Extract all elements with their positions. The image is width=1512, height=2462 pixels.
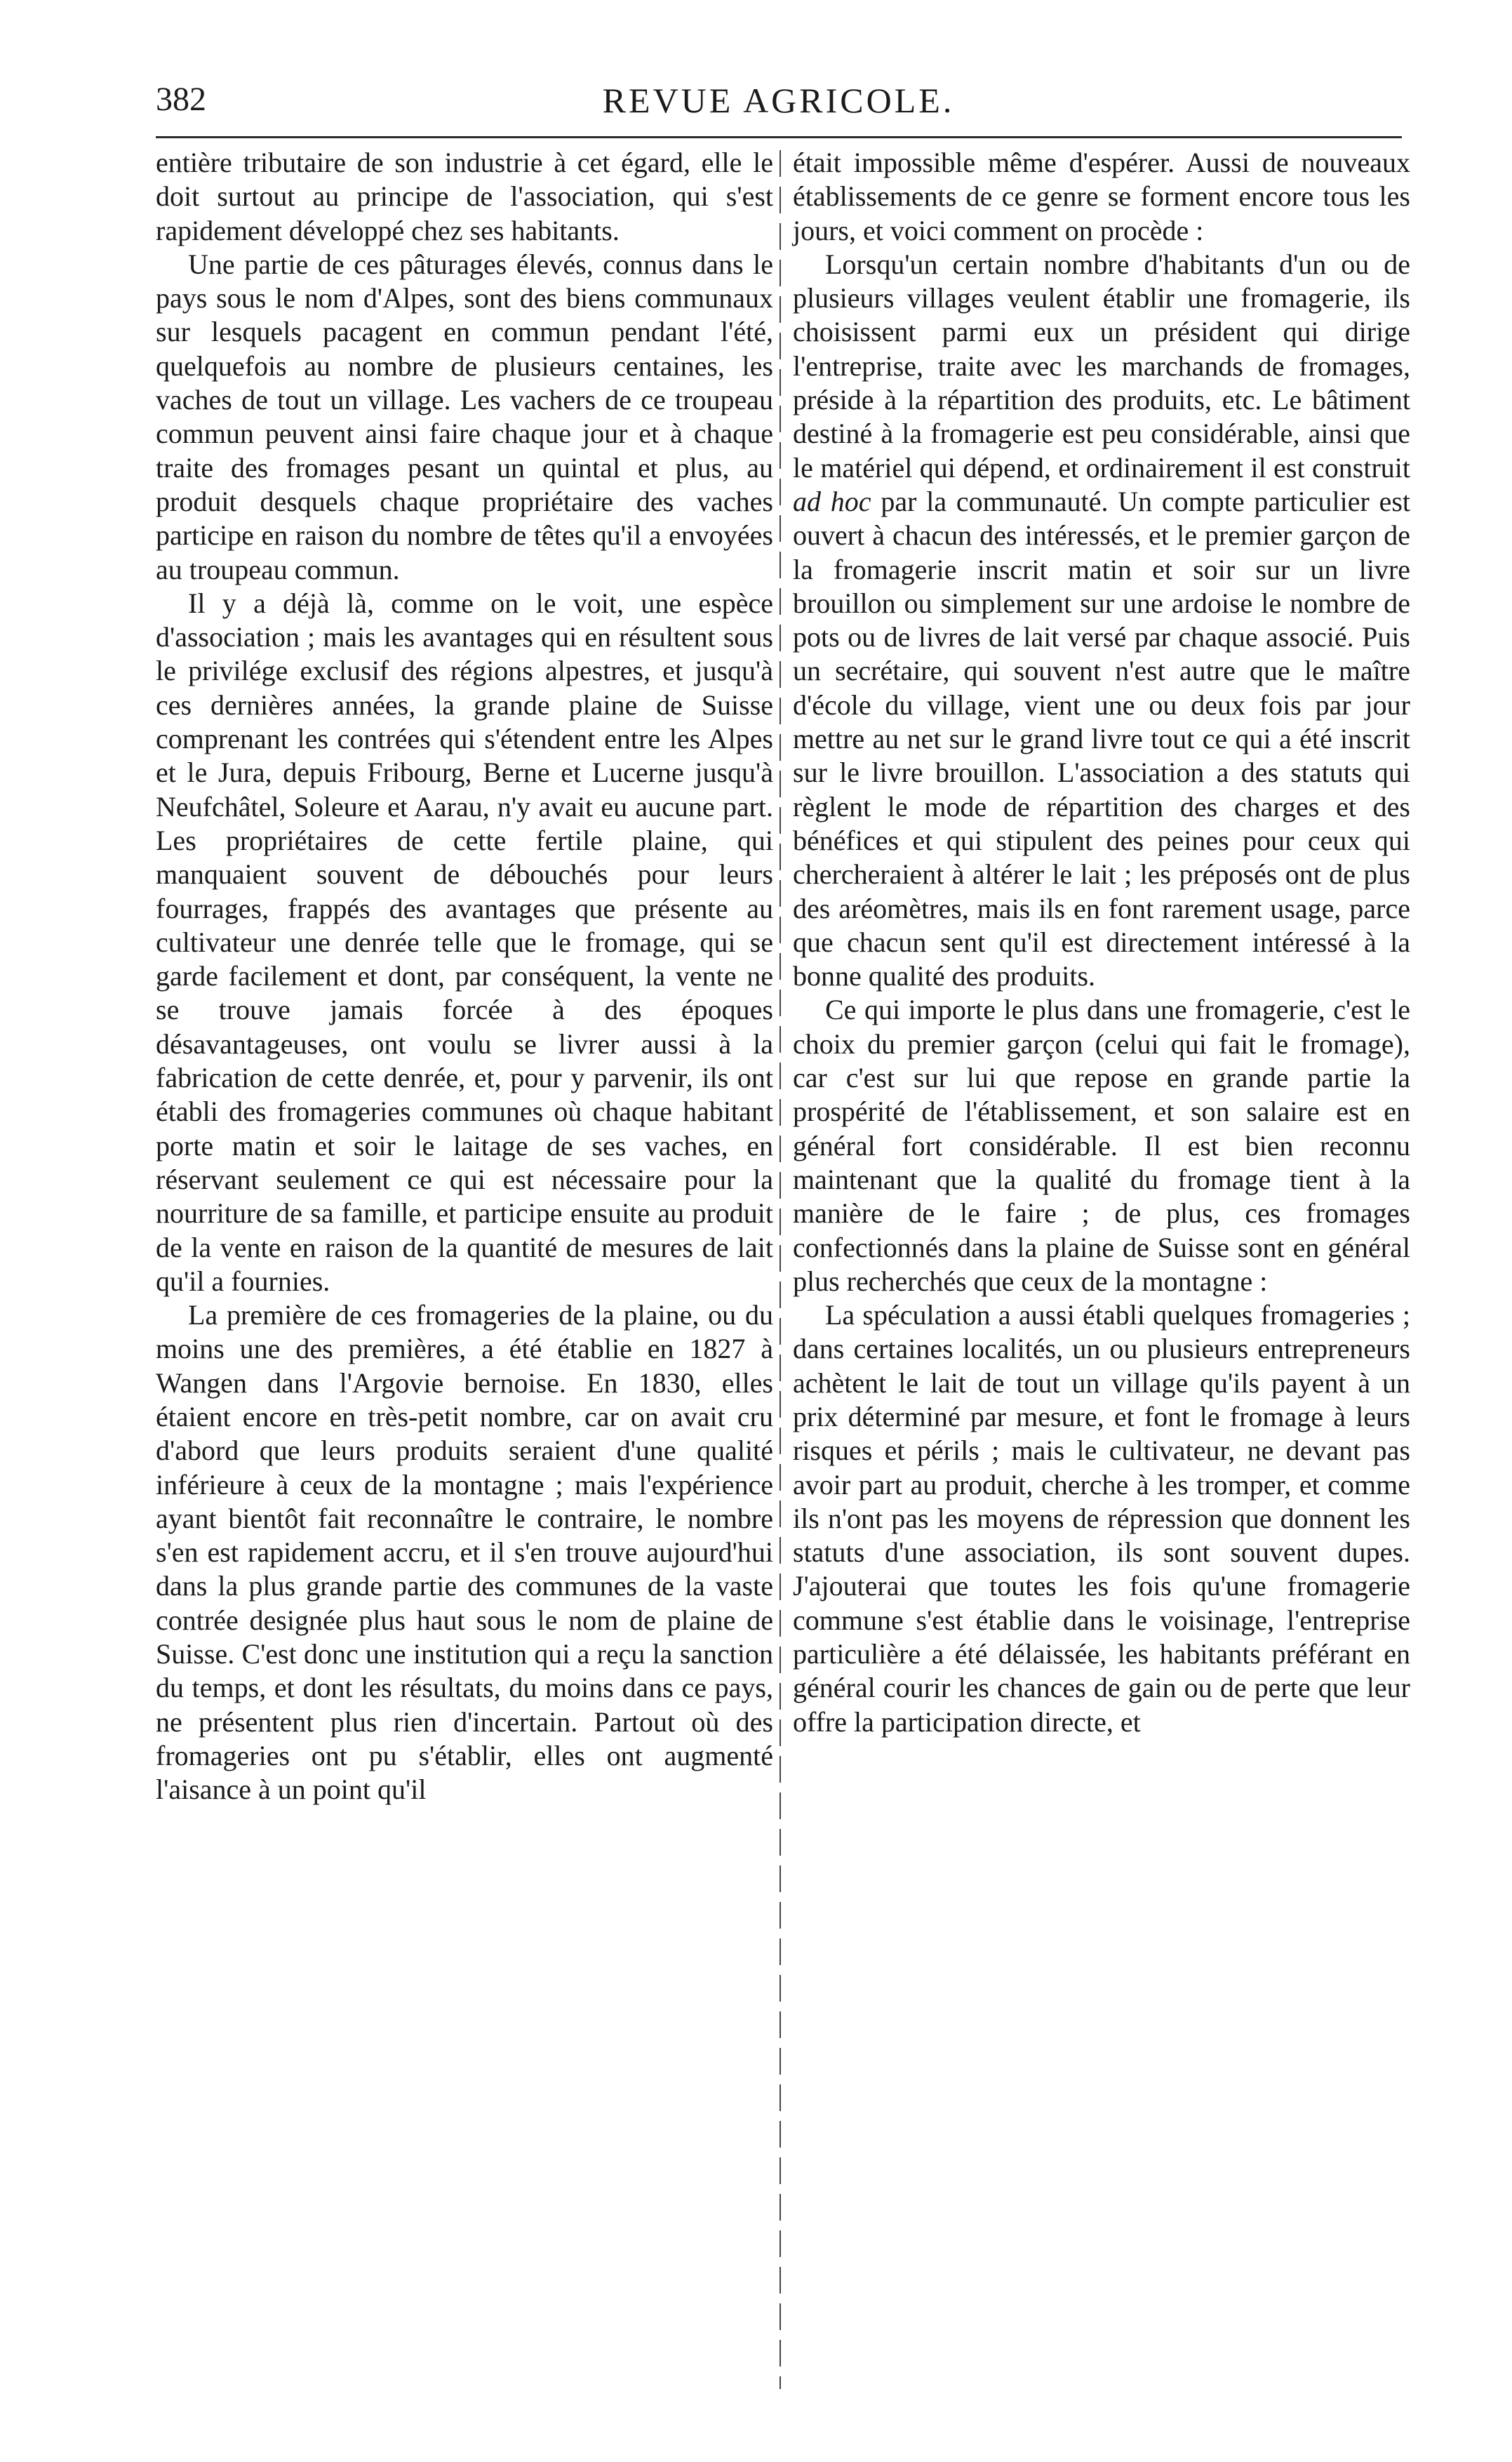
- paragraph-text: par la communauté. Un compte particulier est ouvert à chacun des intéressés, et le premier garçon de la fromagerie inscrit matin et soir sur un livre brouillon ou simplement sur une ardoise le nombre de pots ou de livres de lait versé par chaque associé. Puis un secrétaire, qui souvent n'est autre que le maître d'école du village, vient une ou deux fois par jour mettre au net sur le grand livre tout ce qui a été inscrit sur le livre brouillon. L'association a des statuts qui règlent le mode de répartition des charges et des bénéfices et qui stipulent des peines pour ceux qui chercheraient à altérer le lait ; les préposés ont de plus des aréomètres, mais ils en font rarement usage, parce que chacun sent qu'il est directement intéressé à la bonne qualité des produits.: [793, 485, 1411, 992]
- header-rule: [156, 136, 1402, 138]
- paragraph: Ce qui importe le plus dans une fromagerie, c'est le choix du premier garçon (celui qui fait le fromage), car c'est sur lui que repose en grande partie la prospérité de l'établissement, et son salaire est en général fort considérable. Il est bien reconnu maintenant que la qualité du fromage tient à la manière de le faire ; de plus, ces fromages confectionnés dans la plaine de Suisse sont en général plus recherchés que ceux de la montagne :: [793, 994, 1410, 1297]
- paragraph: La spéculation a aussi établi quelques fromageries ; dans certaines localités, un ou plusieurs entrepreneurs achètent le lait de tout un village qu'ils payent à un prix déterminé par mesure, et font le fromage à leurs risques et périls ; mais le cultivateur, ne devant pas avoir part au produit, cherche à les tromper, et comme ils n'ont pas les moyens de répression que donnent les statuts d'une association, ils sont souvent dupes. J'ajouterai que toutes les fois qu'une fromagerie commune s'est établie dans le voisinage, l'entreprise particulière a été délaissée, les habitants préférant en général courir les chances de gain ou de perte que leur offre la participation directe, et: [793, 1299, 1410, 1738]
- paragraph: Une partie de ces pâturages élevés, connus dans le pays sous le nom d'Alpes, sont des biens communaux sur lesquels pacagent en commun pendant l'été, quelquefois au nombre de plusieurs centaines, les vaches de tout un village. Les vachers de ce troupeau commun peuvent ainsi faire chaque jour et à chaque traite des fromages pesant un quintal et plus, au produit desquels chaque propriétaire des vaches participe en raison du nombre de têtes qu'il a envoyées au troupeau commun.: [156, 248, 773, 585]
- column-divider: [780, 150, 781, 2389]
- right-column: [793, 146, 1410, 1739]
- left-column: [156, 146, 773, 1807]
- page-number: 382: [156, 81, 206, 118]
- paragraph: était impossible même d'espérer. Aussi de nouveaux établissements de ce genre se forment encore tous les jours, et voici comment on procède :: [793, 147, 1410, 246]
- paragraph: La première de ces fromageries de la plaine, ou du moins une des premières, a été établie en 1827 à Wangen dans l'Argovie bernoise. En 1830, elles étaient encore en très-petit nombre, car on avait cru d'abord que leurs produits seraient d'une qualité inférieure à ceux de la montagne ; mais l'expérience ayant bientôt fait reconnaître le contraire, le nombre s'en est rapidement accru, et il s'en trouve aujourd'hui dans la plus grande partie des communes de la vaste contrée designée plus haut sous le nom de plaine de Suisse. C'est donc une institution qui a reçu la sanction du temps, et dont les résultats, du moins dans ce pays, ne présentent plus rien d'incertain. Partout où des fromageries ont pu s'établir, elles ont augmenté l'aisance à un point qu'il: [156, 1299, 773, 1806]
- paragraph: [793, 248, 1410, 994]
- running-title: REVUE AGRICOLE.: [602, 81, 955, 120]
- paragraph: Il y a déjà là, comme on le voit, une espèce d'association ; mais les avantages qui en résultent sous le privilége exclusif des régions alpestres, et jusqu'à ces dernières années, la grande plaine de Suisse comprenant les contrées qui s'étendent entre les Alpes et le Jura, depuis Fribourg, Berne et Lucerne jusqu'à Neufchâtel, Soleure et Aarau, n'y avait eu aucune part. Les propriétaires de cette fertile plaine, qui manquaient souvent de débouchés pour leurs fourrages, frappés des avantages que présente au cultivateur une denrée telle que le fromage, qui se garde facilement et dont, par conséquent, la vente ne se trouve jamais forcée à des époques désavantageuses, ont voulu se livrer aussi à la fabrication de cette denrée, et, pour y parvenir, ils ont établi des fromageries communes où chaque habitant porte matin et soir le laitage de ses vaches, en réservant seulement ce qui est nécessaire pour la nourriture de sa famille, et participe ensuite au produit de la vente en raison de la quantité de mesures de lait qu'il a fournies.: [156, 587, 773, 1297]
- paragraph-text: Lorsqu'un certain nombre d'habitants d'un ou de plusieurs villages veulent établir une fromagerie, ils choisissent parmi eux un président qui dirige l'entreprise, traite avec les marchands de fromages, préside à la répartition des produits, etc. Le bâtiment destiné à la fromagerie est peu considérable, ainsi que le matériel qui dépend, et ordinairement il est construit: [793, 248, 1410, 484]
- italic-phrase: ad hoc: [793, 485, 871, 517]
- paragraph: entière tributaire de son industrie à cet égard, elle le doit surtout au principe de l'association, qui s'est rapidement développé chez ses habitants.: [156, 147, 773, 246]
- page-header: [156, 67, 1401, 124]
